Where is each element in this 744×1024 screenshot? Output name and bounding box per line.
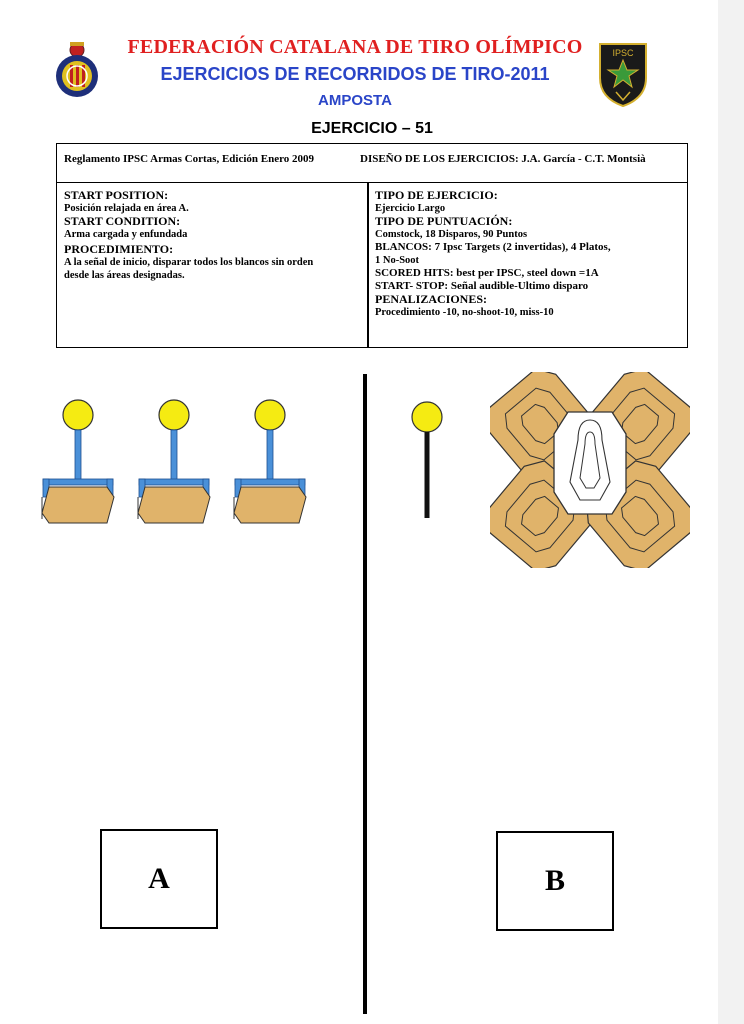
penalties-label: PENALIZACIONES:	[375, 292, 488, 306]
scoring-type-value: Comstock, 18 Disparos, 90 Puntos	[375, 229, 528, 240]
column-divider	[367, 182, 369, 348]
start-position-value: Posición relajada en área A.	[64, 203, 189, 214]
targets-line-1: BLANCOS: 7 Ipsc Targets (2 invertidas), 4 Platos,	[375, 241, 611, 253]
exercise-type-label: TIPO DE EJERCICIO:	[375, 188, 498, 202]
scoring-type-label: TIPO DE PUNTUACIÓN:	[375, 214, 513, 228]
shooting-area-b	[496, 831, 614, 931]
steel-plate-target	[234, 400, 306, 523]
procedure-line-2: desde las áreas designadas.	[64, 270, 185, 281]
procedure-line-1: A la señal de inicio, disparar todos los blancos sin orden	[64, 257, 314, 268]
location-title: AMPOSTA	[318, 92, 392, 109]
design-credit-text: DISEÑO DE LOS EJERCICIOS: J.A. García - C.T. Montsià	[360, 153, 646, 165]
no-shoot-target	[554, 412, 626, 514]
start-condition-value: Arma cargada y enfundada	[64, 229, 188, 240]
right-column	[375, 189, 685, 319]
scored-hits: SCORED HITS: best per IPSC, steel down =1A	[375, 267, 599, 279]
start-stop: START- STOP: Señal audible-Ultimo disparo	[375, 280, 589, 292]
center-wall	[363, 374, 367, 1014]
left-column	[64, 189, 362, 282]
ipsc-logo-text: IPSC	[612, 48, 634, 58]
targets-line-2: 1 No-Soot	[375, 255, 420, 266]
exercises-title: EJERCICIOS DE RECORRIDOS DE TIRO-2011	[160, 64, 550, 84]
shooting-area-a	[100, 829, 218, 929]
scan-edge	[718, 0, 744, 1024]
steel-plate-pole	[408, 400, 448, 520]
ipsc-target-cluster	[490, 372, 690, 568]
start-condition-label: START CONDITION:	[64, 214, 181, 228]
steel-plate-target	[138, 400, 210, 523]
steel-plate-target	[42, 400, 114, 523]
plate-stand-group-left	[40, 395, 330, 530]
area-a-label: A	[148, 862, 170, 895]
regulation-text: Reglamento IPSC Armas Cortas, Edición Enero 2009	[64, 153, 315, 165]
procedure-label: PROCEDIMIENTO:	[64, 242, 174, 256]
penalties-value: Procedimiento -10, no-shoot-10, miss-10	[375, 307, 554, 318]
exercise-number: EJERCICIO – 51	[311, 120, 433, 137]
area-b-label: B	[544, 864, 565, 897]
exercise-type-value: Ejercicio Largo	[375, 203, 446, 214]
start-position-label: START POSITION:	[64, 188, 169, 202]
federation-title: FEDERACIÓN CATALANA DE TIRO OLÍMPICO	[127, 36, 583, 58]
